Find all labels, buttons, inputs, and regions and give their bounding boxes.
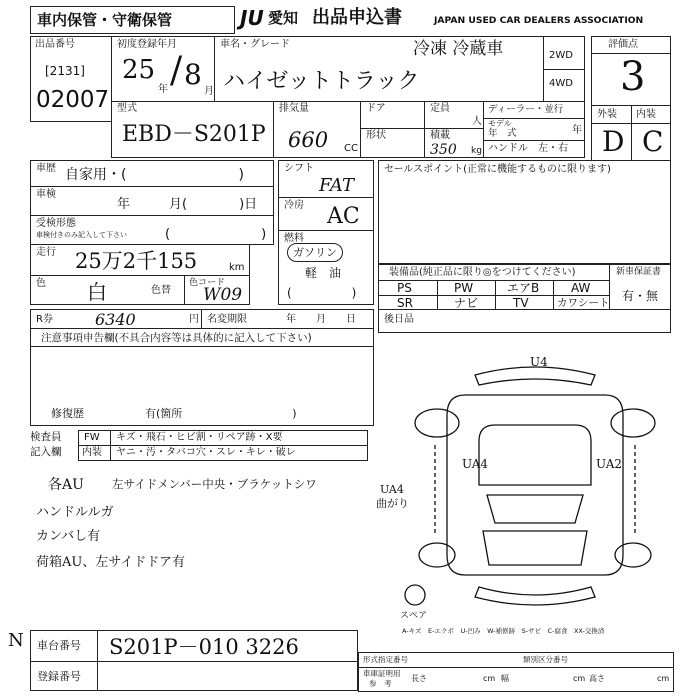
color-value: 白 [87, 280, 107, 304]
width-label: 幅 [501, 674, 509, 683]
sales-point-box [378, 160, 671, 264]
color-box [30, 275, 185, 305]
diagram-hood [483, 531, 587, 565]
mileage-value: 25万2千155 [75, 249, 198, 273]
diagram-spare-tire [405, 585, 425, 605]
diagram-front-right-wheel [615, 543, 651, 567]
inspector-interior-label: 内装 [82, 447, 102, 458]
fw-label: FW [84, 432, 100, 443]
width-cm-unit: cm [573, 674, 586, 683]
inspector-label-2: 記入欄 [30, 446, 62, 458]
shift-label: シフト [284, 163, 314, 174]
remark-line: カンバし有 [36, 529, 101, 544]
capacity-label: 定員 [430, 103, 450, 114]
door-shape-box [360, 101, 425, 158]
diagram-label-top: U4 [530, 355, 548, 369]
registration-number-box [30, 661, 358, 691]
lot-number-box [30, 36, 112, 122]
exterior-grade-value: D [602, 125, 625, 158]
equip-ps: PS [397, 281, 412, 295]
garage-cert-label: 車庫証明用 [363, 669, 401, 678]
notes-label: 注意事項申告欄(不具合内容等は具体的に記入して下さい) [41, 332, 312, 344]
equip-tv: TV [513, 296, 529, 310]
inspection-label: 車検 [36, 189, 56, 200]
interior-items: ヤニ・汚・タバコ穴・スレ・キレ・破レ [116, 447, 296, 458]
association-name: JAPAN USED CAR DEALERS ASSOCIATION [434, 15, 644, 26]
history-box [30, 160, 274, 187]
model-grade-value: 冷凍 冷蔵車 [413, 39, 504, 59]
mileage-box [30, 244, 250, 276]
certificate-box [358, 652, 674, 692]
dealer-box [483, 101, 585, 158]
load-label: 積載 [430, 130, 450, 141]
storage-type-box [30, 6, 235, 34]
capacity-box [424, 101, 484, 158]
equip-airbag: エアB [507, 281, 540, 295]
repair-history-value: 有(箇所 ) [145, 407, 297, 420]
drive-box [543, 36, 585, 102]
shift-value: FAT [319, 175, 354, 196]
inspection-value: 年 月( )日 [117, 197, 258, 212]
chassis-number-value: S201P－010 3226 [109, 635, 299, 659]
equip-aw: AW [571, 281, 591, 295]
capacity-unit: 人 [472, 116, 482, 127]
interior-label: 内装 [636, 109, 656, 120]
recycle-value: 6340 [95, 310, 136, 329]
shape-label: 形状 [366, 130, 386, 141]
displacement-value: 660 [288, 128, 329, 152]
model-year-unit: 年 [572, 125, 582, 136]
diagram-right-rear-light [611, 409, 655, 437]
inspector-box [30, 430, 375, 462]
first-registration-box [111, 36, 215, 102]
height-cm-unit: cm [657, 674, 670, 683]
margin-mark: N [8, 630, 24, 651]
form-title: 出品申込書 [312, 7, 402, 28]
registration-number-label: 登録番号 [37, 670, 81, 683]
chassis-box [30, 630, 358, 662]
fuel-diesel-option: 軽 油 [305, 266, 342, 280]
sales-point-label: セールスポイント(正常に機能するものに限ります) [384, 164, 611, 175]
length-cm-unit: cm [483, 674, 496, 683]
model-year-label: モデル [488, 119, 512, 128]
evaluation-score: 3 [620, 54, 646, 100]
yen-unit: 円 [189, 314, 199, 325]
inspection-box [30, 186, 274, 216]
lot-number-label: 出品番号 [35, 39, 75, 50]
diagram-windshield [487, 495, 583, 523]
cc-unit: CC [344, 143, 358, 154]
acceptance-note: 車検付きのみ記入して下さい [36, 231, 127, 239]
displacement-box [273, 101, 361, 158]
ju-logo-org: 愛知 [268, 9, 299, 27]
equip-pw: PW [454, 281, 474, 295]
recycle-label: R券 [36, 314, 53, 325]
equipment-box [378, 264, 610, 310]
after-items-label: 後日品 [384, 314, 414, 325]
evaluation-label: 評価点 [608, 39, 638, 50]
registration-year-value: 25 [122, 55, 156, 85]
recycle-box [30, 309, 202, 329]
inspector-label: 検査員 [30, 431, 62, 443]
name-change-label: 名変期限 [207, 314, 247, 325]
fw-items: キズ・飛石・ヒビ割・リペア跡・X要 [116, 432, 283, 443]
color-code-box [184, 275, 250, 305]
name-change-box [201, 309, 374, 329]
registration-month-value: 8 [184, 58, 202, 91]
class-number-label: 類別区分番号 [523, 655, 568, 664]
ju-logo-mark: JU [240, 6, 264, 30]
history-value: 自家用・( ) [65, 167, 244, 183]
diagram-left-rear-light [415, 409, 459, 437]
diagram-front-left-wheel [419, 543, 455, 567]
acceptance-box [30, 215, 274, 245]
model-code-box [111, 101, 274, 158]
diagram-roof [479, 425, 591, 485]
equip-navi: ナビ [454, 296, 479, 310]
remark-line: ハンドルルガ [36, 505, 114, 520]
color-code-label: 色コード [189, 278, 226, 288]
type-designation-label: 形式指定番号 [363, 655, 408, 664]
diagram-label-bend: 曲がり [376, 497, 409, 510]
model-code-label: 型式 [117, 103, 137, 114]
warranty-box [609, 264, 671, 310]
acceptance-label: 受検形態 [36, 218, 76, 229]
equip-sr: SR [397, 296, 413, 310]
color-change-label: 色替 [151, 285, 171, 296]
fuel-label: 燃料 [284, 233, 304, 244]
diagram-label-right: UA2 [596, 457, 623, 471]
color-code-value: W09 [203, 285, 243, 305]
fuel-box [278, 230, 374, 305]
notes-box [30, 328, 374, 426]
diagram-rear-bumper [475, 367, 595, 385]
registration-month-unit: 月 [204, 86, 214, 97]
after-items-box [378, 309, 671, 333]
aircon-box [278, 197, 374, 231]
km-unit: km [229, 262, 245, 273]
warranty-label: 新車保証書 [616, 267, 662, 277]
drive-2wd-label: 2WD [549, 50, 573, 61]
color-label: 色 [36, 278, 46, 289]
name-change-value: 年 月 日 [286, 314, 356, 325]
exterior-interior-box [591, 105, 671, 161]
fuel-other-paren: ( ) [287, 286, 357, 300]
interior-grade-value: C [642, 125, 664, 158]
model-code-value: EBD－S201P [122, 122, 266, 147]
damage-legend: A-キズ E-エクボ U-凹み W-補修跡 S-サビ C-腐食 XX-交換済 [402, 627, 605, 635]
storage-type-label: 車内保管・守衛保管 [37, 11, 173, 29]
evaluation-box [591, 36, 671, 106]
model-name-box [214, 36, 544, 102]
diagram-label-side: UA4 [380, 483, 404, 496]
lot-bracket-code: [2131] [45, 64, 85, 78]
drive-4wd-label: 4WD [549, 78, 573, 89]
kg-unit: kg [471, 146, 482, 156]
aircon-value: AC [327, 204, 360, 229]
handle-options: 左・右 [538, 143, 568, 154]
height-label: 高さ [589, 674, 605, 683]
displacement-label: 排気量 [279, 103, 309, 114]
registration-year-unit: 年 [158, 84, 168, 95]
remark-line: 左サイドメンバー中央・ブラケットシワ [112, 477, 317, 491]
remark-line: 各AU [48, 477, 84, 493]
equipment-label: 装備品(純正品に限り◎をつけてください) [389, 267, 576, 278]
acceptance-value: ( ) [165, 227, 267, 242]
handle-label: ハンドル [488, 143, 528, 154]
model-name-value: ハイゼットトラック [223, 69, 420, 94]
spare-tire-label: スペア [400, 611, 428, 621]
reference-label: 参 考 [369, 679, 392, 688]
first-registration-label: 初度登録年月 [117, 39, 177, 50]
registration-slash: / [170, 50, 183, 91]
length-label: 長さ [411, 674, 427, 683]
dealer-label: ディーラー・並行 [488, 104, 564, 115]
model-year-label-2: 年 式 [488, 128, 517, 139]
fuel-gasoline-option: ガソリン [287, 243, 343, 262]
door-label: ドア [366, 103, 386, 114]
diagram-front-bumper [475, 587, 595, 605]
warranty-options: 有・無 [622, 289, 659, 303]
remark-line: 荷箱AU、左サイドドア有 [36, 555, 186, 570]
mileage-label: 走行 [36, 247, 56, 258]
repair-history-label: 修復歴 [51, 407, 84, 420]
chassis-label: 車台番号 [37, 639, 81, 652]
aircon-label: 冷房 [284, 200, 304, 211]
vehicle-damage-diagram [395, 355, 675, 625]
equip-kawa-seat: カワシート [557, 297, 610, 309]
history-label: 車歴 [36, 163, 56, 174]
load-value: 350 [430, 142, 457, 158]
model-name-label: 車名・グレード [220, 39, 290, 50]
lot-number-value: 02007 [36, 87, 110, 113]
diagram-label-left: UA4 [462, 457, 489, 471]
exterior-label: 外装 [597, 109, 617, 120]
shift-box [278, 160, 374, 198]
